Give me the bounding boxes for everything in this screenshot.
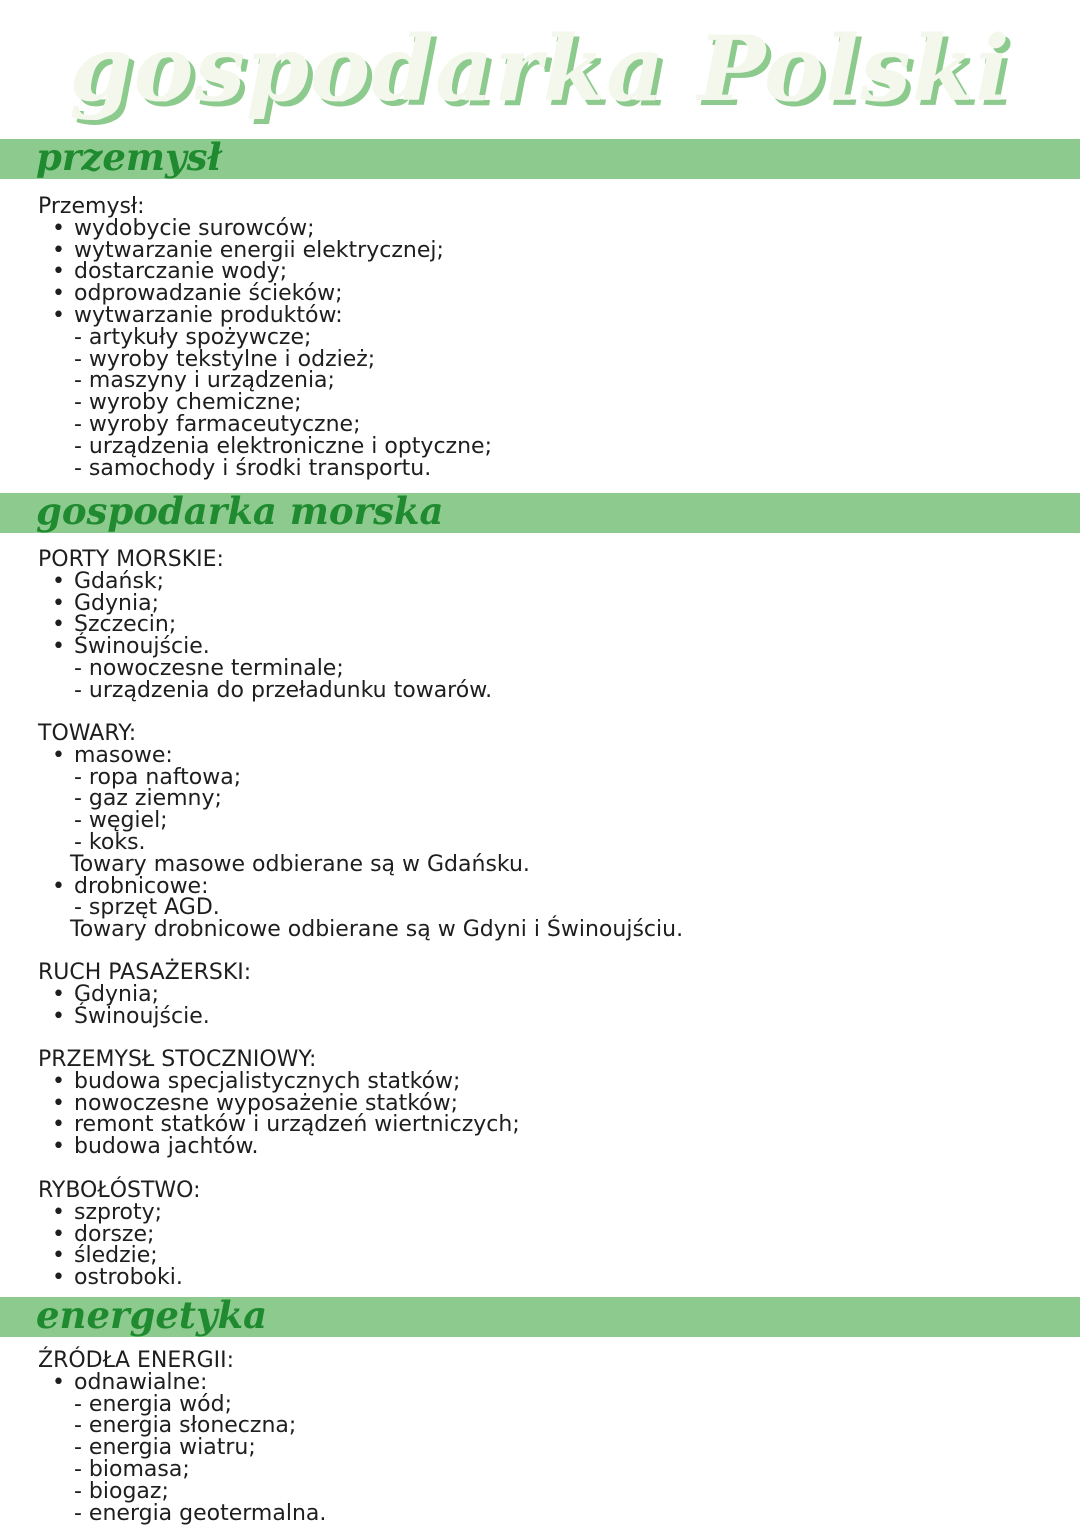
list-item: • wydobycie surowców; <box>38 218 492 240</box>
list-item: • szproty; <box>38 1202 201 1224</box>
przemysl-intro: Przemysł: <box>38 194 145 219</box>
towary-content <box>38 723 683 941</box>
list-item: • odnawialne: <box>38 1372 326 1394</box>
sub-list-item: - energia geotermalna. <box>74 1500 327 1526</box>
list-item: • drobnicowe: <box>38 876 683 898</box>
sub-list-item: - urządzenia do przeładunku towarów. <box>74 677 493 703</box>
sub-list-item: - energia wód; <box>74 1391 232 1417</box>
list-item: • masowe: <box>38 745 683 767</box>
sub-list-item: - nowoczesne terminale; <box>74 655 344 681</box>
sub-list-item: - sprzęt AGD. <box>74 895 220 921</box>
sub-list-item: - biogaz; <box>74 1478 169 1504</box>
list-item: • wytwarzanie energii elektrycznej; <box>38 240 492 262</box>
section-band-energetyka <box>0 1293 1080 1337</box>
ruch-content <box>38 962 251 1027</box>
list-item: • budowa jachtów. <box>38 1136 520 1158</box>
list-item: • Świnoujście. <box>38 636 492 658</box>
list-item: • Świnoujście. <box>38 1006 251 1028</box>
list-item: • Gdańsk; <box>38 571 492 593</box>
sub-list-item: - ropa naftowa; <box>74 764 242 790</box>
list-item: • odprowadzanie ścieków; <box>38 283 492 305</box>
rybolowstwo-content <box>38 1180 201 1289</box>
sub-list-item: - wyroby chemiczne; <box>74 390 302 416</box>
rybolowstwo-label: RYBOŁÓSTWO: <box>38 1178 201 1203</box>
sub-list-item: - koks. <box>74 829 146 855</box>
sub-list-item: - artykuły spożywcze; <box>74 324 312 350</box>
stocznie-label: PRZEMYSŁ STOCZNIOWY: <box>38 1047 317 1072</box>
section-heading-energetyka: energetyka <box>36 1293 268 1337</box>
list-item: • wytwarzanie produktów: <box>38 305 492 327</box>
list-item: • remont statków i urządzeń wiertniczych; <box>38 1114 520 1136</box>
note-text: Towary drobnicowe odbierane są w Gdyni i Świnoujściu. <box>70 917 684 943</box>
energetyka-label: ŹRÓDŁA ENERGII: <box>38 1348 235 1373</box>
sub-list-item: - węgiel; <box>74 808 168 834</box>
list-item: • Gdynia; <box>38 984 251 1006</box>
page-title: gospodarka Polski <box>69 16 1011 122</box>
sub-list-item: - energia słoneczna; <box>74 1413 297 1439</box>
list-item: • budowa specjalistycznych statków; <box>38 1071 520 1093</box>
porty-label: PORTY MORSKIE: <box>38 547 224 572</box>
sub-list-item: - wyroby farmaceutyczne; <box>74 411 361 437</box>
sub-list-item: - urządzenia elektroniczne i optyczne; <box>74 433 492 459</box>
list-item: • dostarczanie wody; <box>38 261 492 283</box>
energetyka-content <box>38 1350 326 1524</box>
section-heading-morska: gospodarka morska <box>36 489 444 533</box>
list-item: • nowoczesne wyposażenie statków; <box>38 1093 520 1115</box>
stocznie-content <box>38 1049 520 1158</box>
ruch-label: RUCH PASAŻERSKI: <box>38 960 252 985</box>
sub-list-item: - wyroby tekstylne i odzież; <box>74 346 376 372</box>
note-text: Towary masowe odbierane są w Gdańsku. <box>70 851 530 877</box>
list-item: • ostroboki. <box>38 1267 201 1289</box>
porty-content <box>38 549 492 702</box>
sub-list-item: - samochody i środki transportu. <box>74 455 432 481</box>
przemysl-content <box>38 196 492 479</box>
sub-list-item: - gaz ziemny; <box>74 786 222 812</box>
section-band-przemysl <box>0 135 1080 179</box>
list-item: • Gdynia; <box>38 593 492 615</box>
towary-label: TOWARY: <box>38 721 137 746</box>
list-item: • śledzie; <box>38 1245 201 1267</box>
sub-list-item: - biomasa; <box>74 1456 190 1482</box>
section-band-morska <box>0 489 1080 533</box>
list-item: • dorsze; <box>38 1224 201 1246</box>
section-heading-przemysl: przemysł <box>36 135 222 179</box>
list-item: • Szczecin; <box>38 614 492 636</box>
sub-list-item: - maszyny i urządzenia; <box>74 368 335 394</box>
sub-list-item: - energia wiatru; <box>74 1435 256 1461</box>
